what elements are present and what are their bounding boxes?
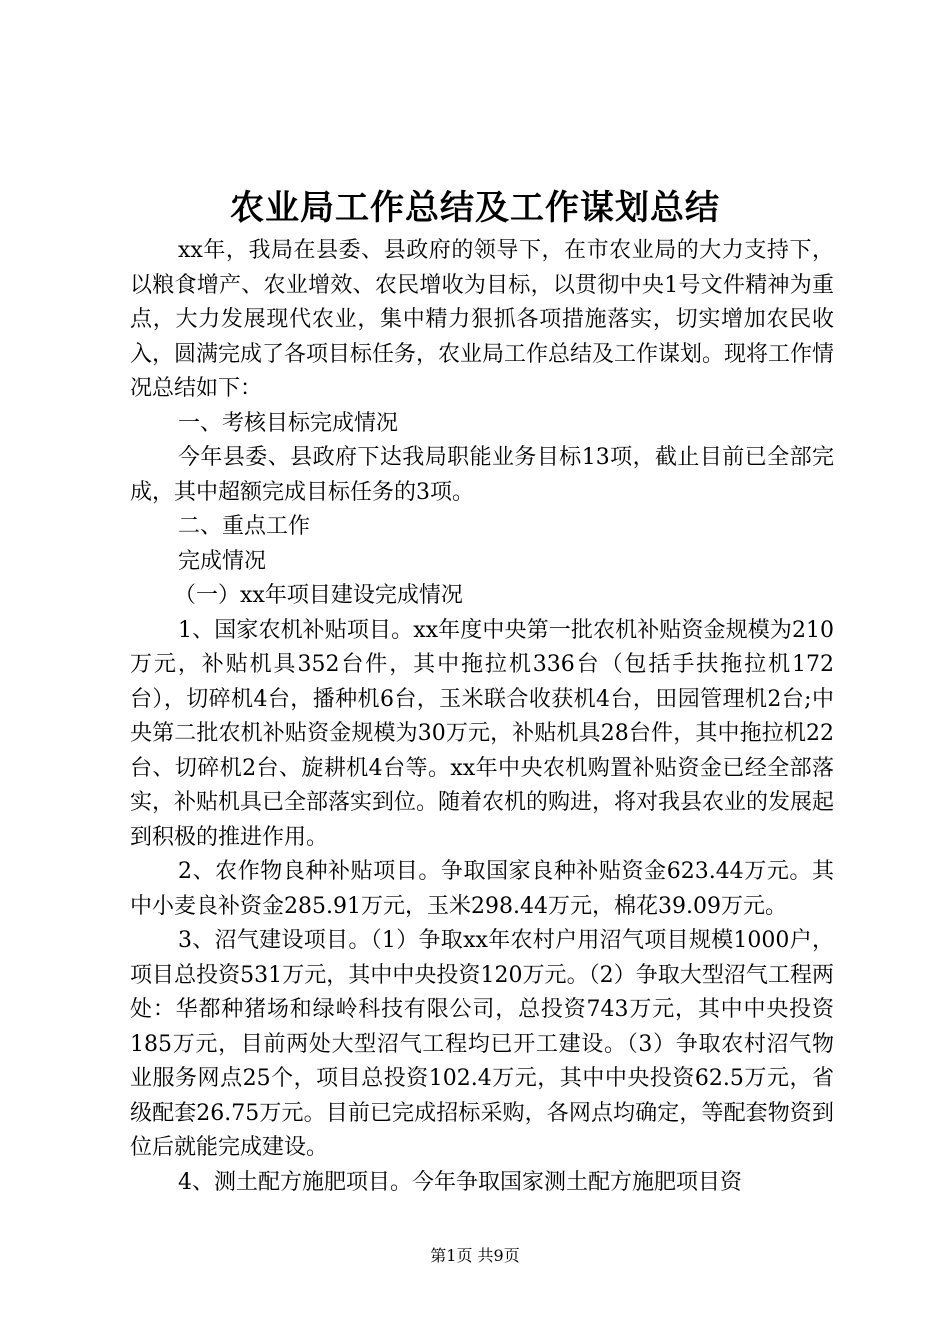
paragraph-seed-subsidy: 2、农作物良种补贴项目。争取国家良种补贴资金623.44万元。其中小麦良补资金285.91万元，玉米298.44万元，棉花39.09万元。 — [130, 859, 834, 919]
paragraph-biogas-project: 3、沼气建设项目。（1）争取xx年农村户用沼气项目规模1000户，项目总投资531万元，其中中央投资120万元。（2）争取大型沼气工程两处：华都种猪场和绿岭科技有限公司，总投资743万元，其中中央投资185万元，目前两处大型沼气工程均已开工建设。（3）争取农村沼气物业服务网点25个，项目总投资102.4万元，其中中央投资62.5万元，省级配套26.75万元。目前已完成招标采购，各网点均确定，等配套物资到位后就能完成建设。 — [130, 928, 834, 1160]
heading-assessment-goals: 一、考核目标完成情况 — [178, 410, 399, 436]
page-footer: 第1页 共9页 — [430, 1246, 520, 1265]
document-body — [130, 234, 834, 1200]
paragraph-intro: xx年，我局在县委、县政府的领导下，在市农业局的大力支持下，以粮食增产、农业增效、农民增收为目标，以贯彻中央1号文件精神为重点，大力发展现代农业，集中精力狠抓各项措施落实，切实增加农民收入，圆满完成了各项目标任务，农业局工作总结及工作谋划。现将工作情况总结如下： — [130, 238, 835, 401]
paragraph-agri-machinery-subsidy: 1、国家农机补贴项目。xx年度中央第一批农机补贴资金规模为210万元，补贴机具352台件，其中拖拉机336台（包括手扶拖拉机172台），切碎机4台，播种机6台，玉米联合收获机4台，田园管理机2台;中央第二批农机补贴资金规模为30万元，补贴机具28台件，其中拖拉机22台、切碎机2台、旋耕机4台等。xx年中央农机购置补贴资金已经全部落实，补贴机具已全部落实到位。随着农机的购进，将对我县农业的发展起到积极的推进作用。 — [130, 617, 835, 850]
heading-key-work: 二、重点工作 — [178, 514, 311, 539]
paragraph-assessment-goals: 今年县委、县政府下达我局职能业务目标13项，截止目前已全部完成，其中超额完成目标任务的3项。 — [130, 445, 834, 505]
paragraph-soil-testing-fertilization: 4、测土配方施肥项目。今年争取国家测土配方施肥项目资 — [178, 1169, 742, 1195]
heading-completion-status: 完成情况 — [178, 548, 267, 574]
document-title: 农业局工作总结及工作谋划总结 — [230, 188, 720, 228]
heading-project-construction: （一）xx年项目建设完成情况 — [174, 583, 463, 608]
